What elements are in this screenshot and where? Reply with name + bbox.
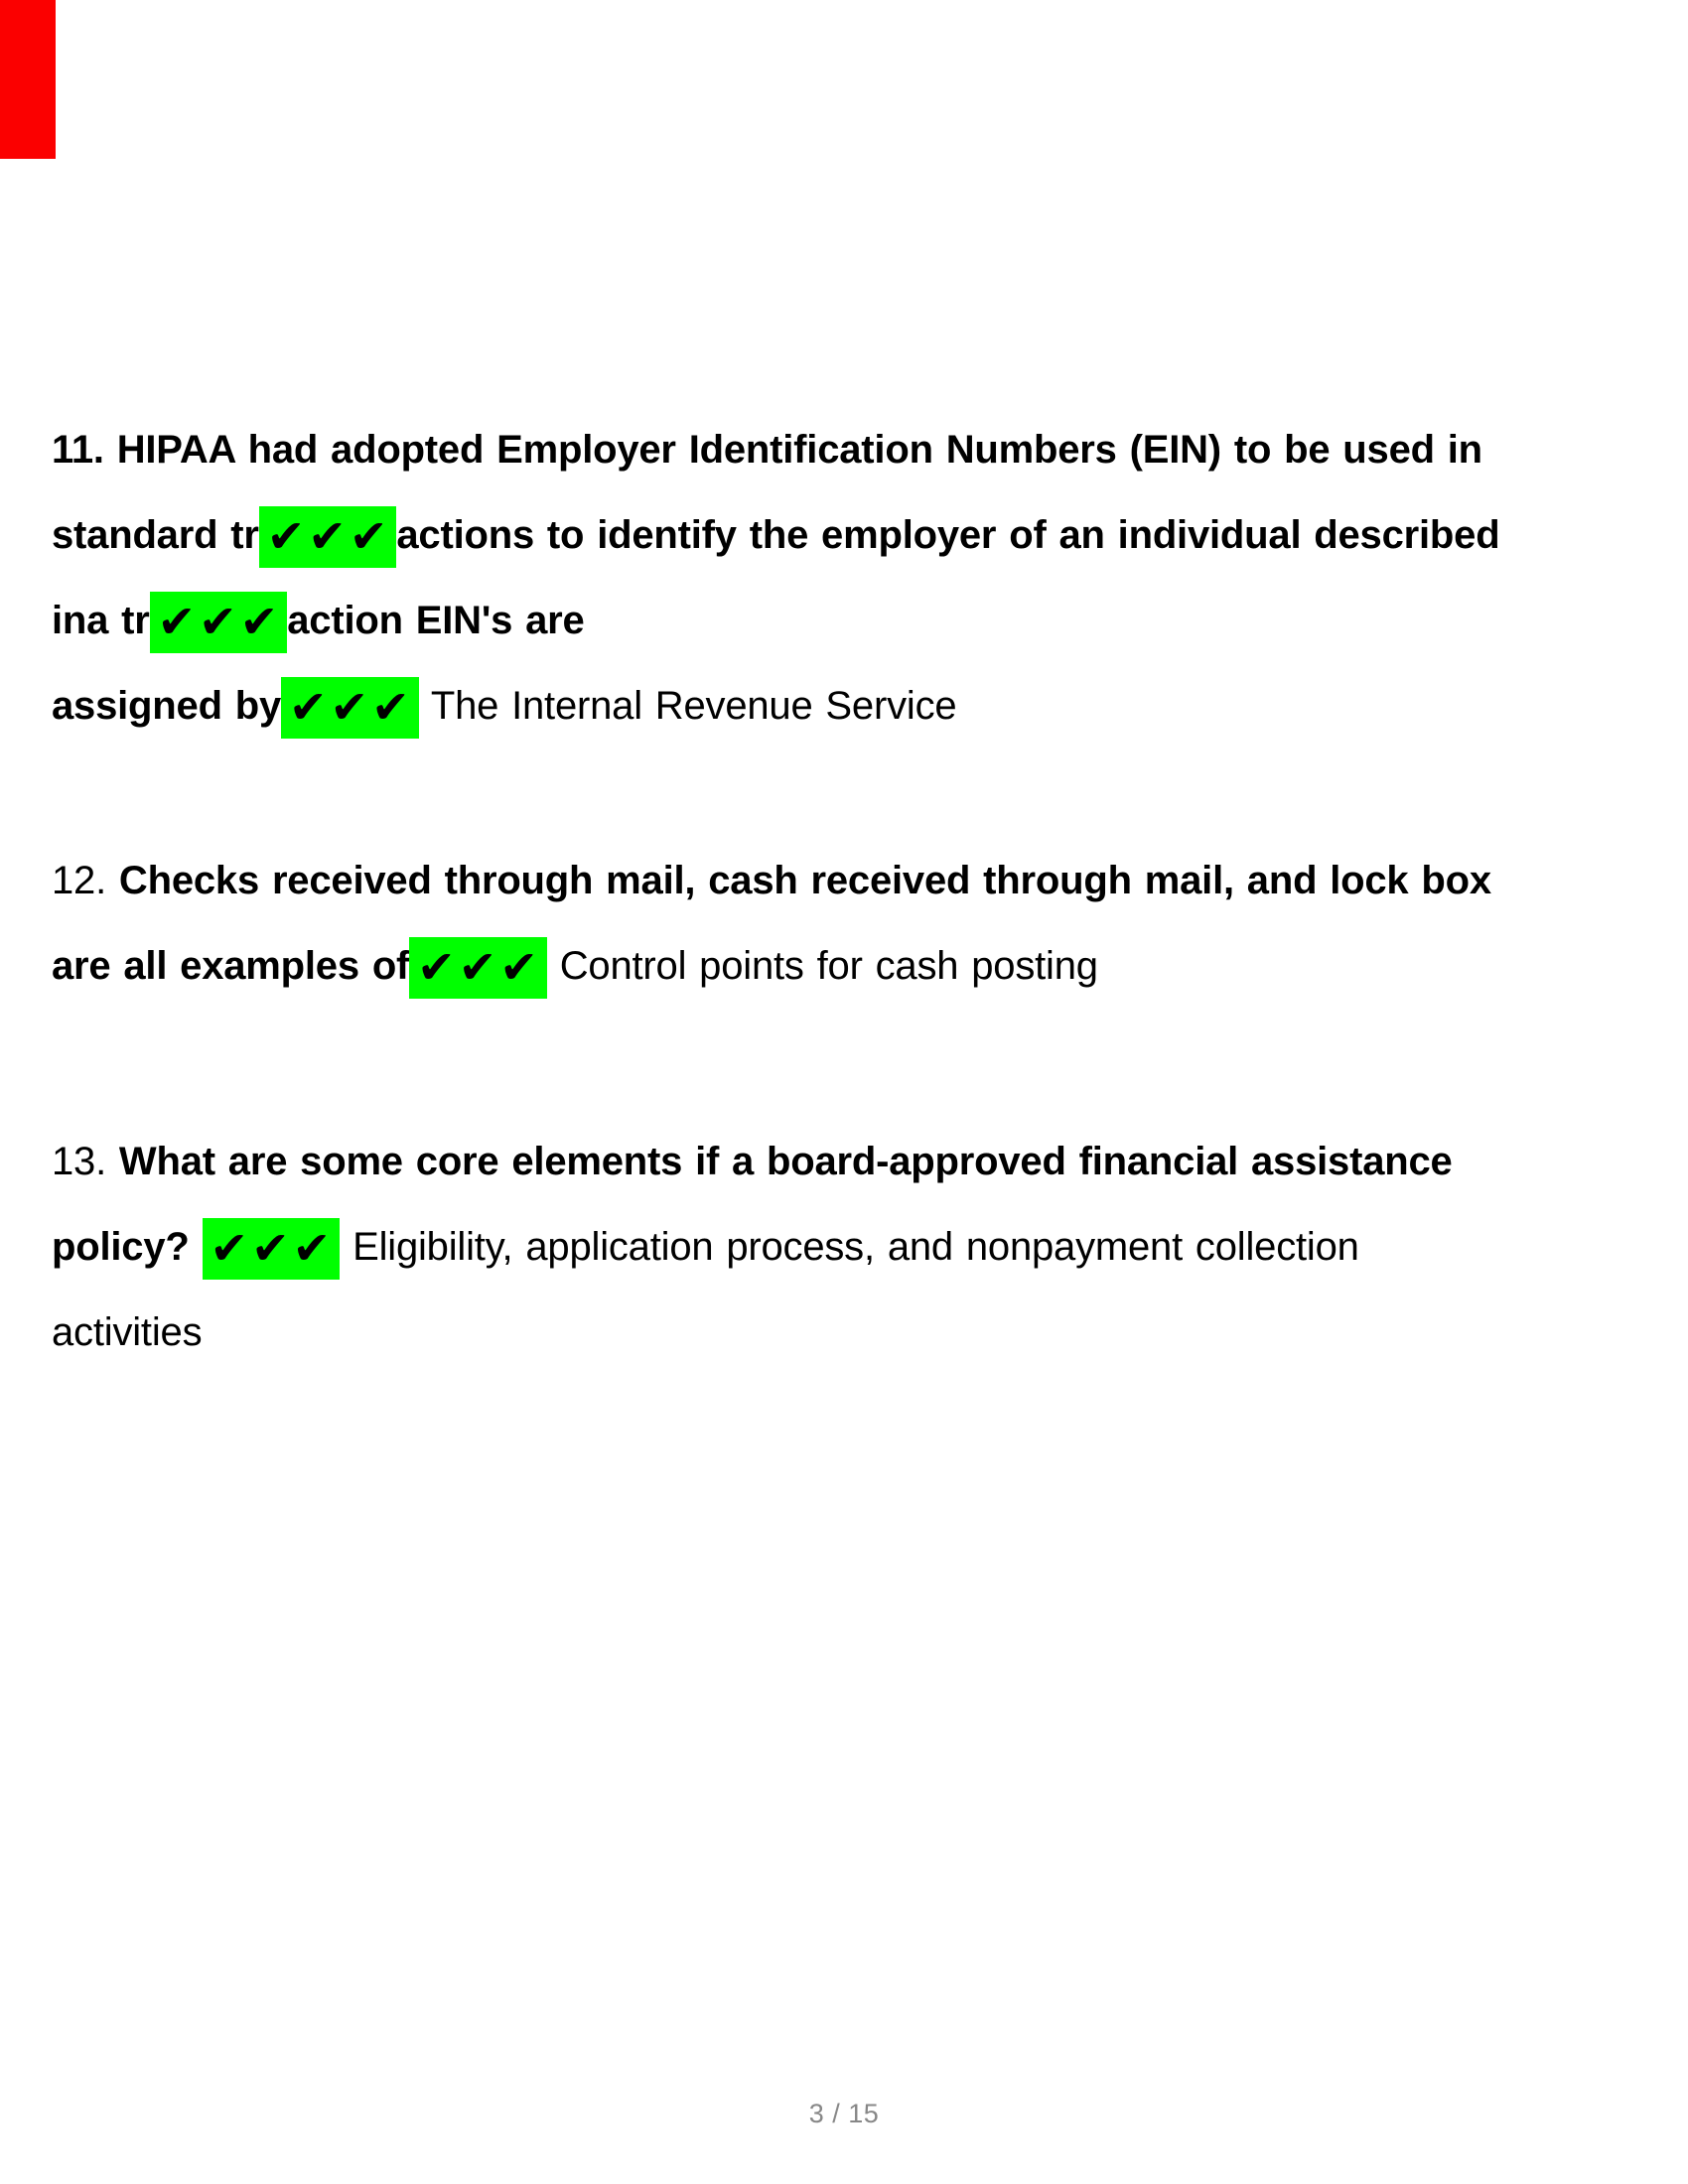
question-text: Checks received through mail, cash received through mail, and lock box <box>118 859 1491 902</box>
question-text: ina tr <box>52 599 150 642</box>
text-line <box>52 407 1660 492</box>
answer-text: Eligibility, application process, and nonpayment collection <box>340 1225 1359 1269</box>
text-line <box>52 1119 1660 1204</box>
question-text: action EIN's are <box>287 599 585 642</box>
question-text: policy? <box>52 1225 203 1269</box>
question-13 <box>52 1119 1660 1375</box>
answer-checkmarks: ✔✔✔ <box>281 677 419 739</box>
question-text: assigned by <box>52 684 281 728</box>
question-text: What are some core elements if a board-approved financial assistance <box>118 1140 1453 1183</box>
answer-text: activities <box>52 1310 203 1354</box>
question-11 <box>52 407 1660 749</box>
text-line <box>52 663 1660 749</box>
answer-checkmarks: ✔✔✔ <box>150 592 288 653</box>
text-line <box>52 578 1660 663</box>
answer-text: 13. <box>52 1140 119 1183</box>
text-line <box>52 838 1660 923</box>
answer-text: 12. <box>52 859 119 902</box>
text-line <box>52 923 1660 1009</box>
question-text: standard tr <box>52 513 259 557</box>
question-12 <box>52 838 1660 1009</box>
answer-checkmarks: ✔✔✔ <box>409 937 547 999</box>
answer-checkmarks: ✔✔✔ <box>259 506 397 568</box>
question-text: 11. HIPAA had adopted Employer Identification Numbers (EIN) to be used in <box>52 428 1482 472</box>
text-line <box>52 1290 1660 1375</box>
answer-text: Control points for cash posting <box>546 944 1098 988</box>
text-line <box>52 1204 1660 1290</box>
question-text: are all examples of <box>52 944 410 988</box>
page-number: 3 / 15 <box>808 2099 880 2128</box>
answer-text: The Internal Revenue Service <box>418 684 957 728</box>
question-text: actions to identify the employer of an individual described <box>396 513 1500 557</box>
text-line <box>52 492 1660 578</box>
answer-checkmarks: ✔✔✔ <box>203 1218 341 1280</box>
page-footer <box>0 2101 1688 2127</box>
